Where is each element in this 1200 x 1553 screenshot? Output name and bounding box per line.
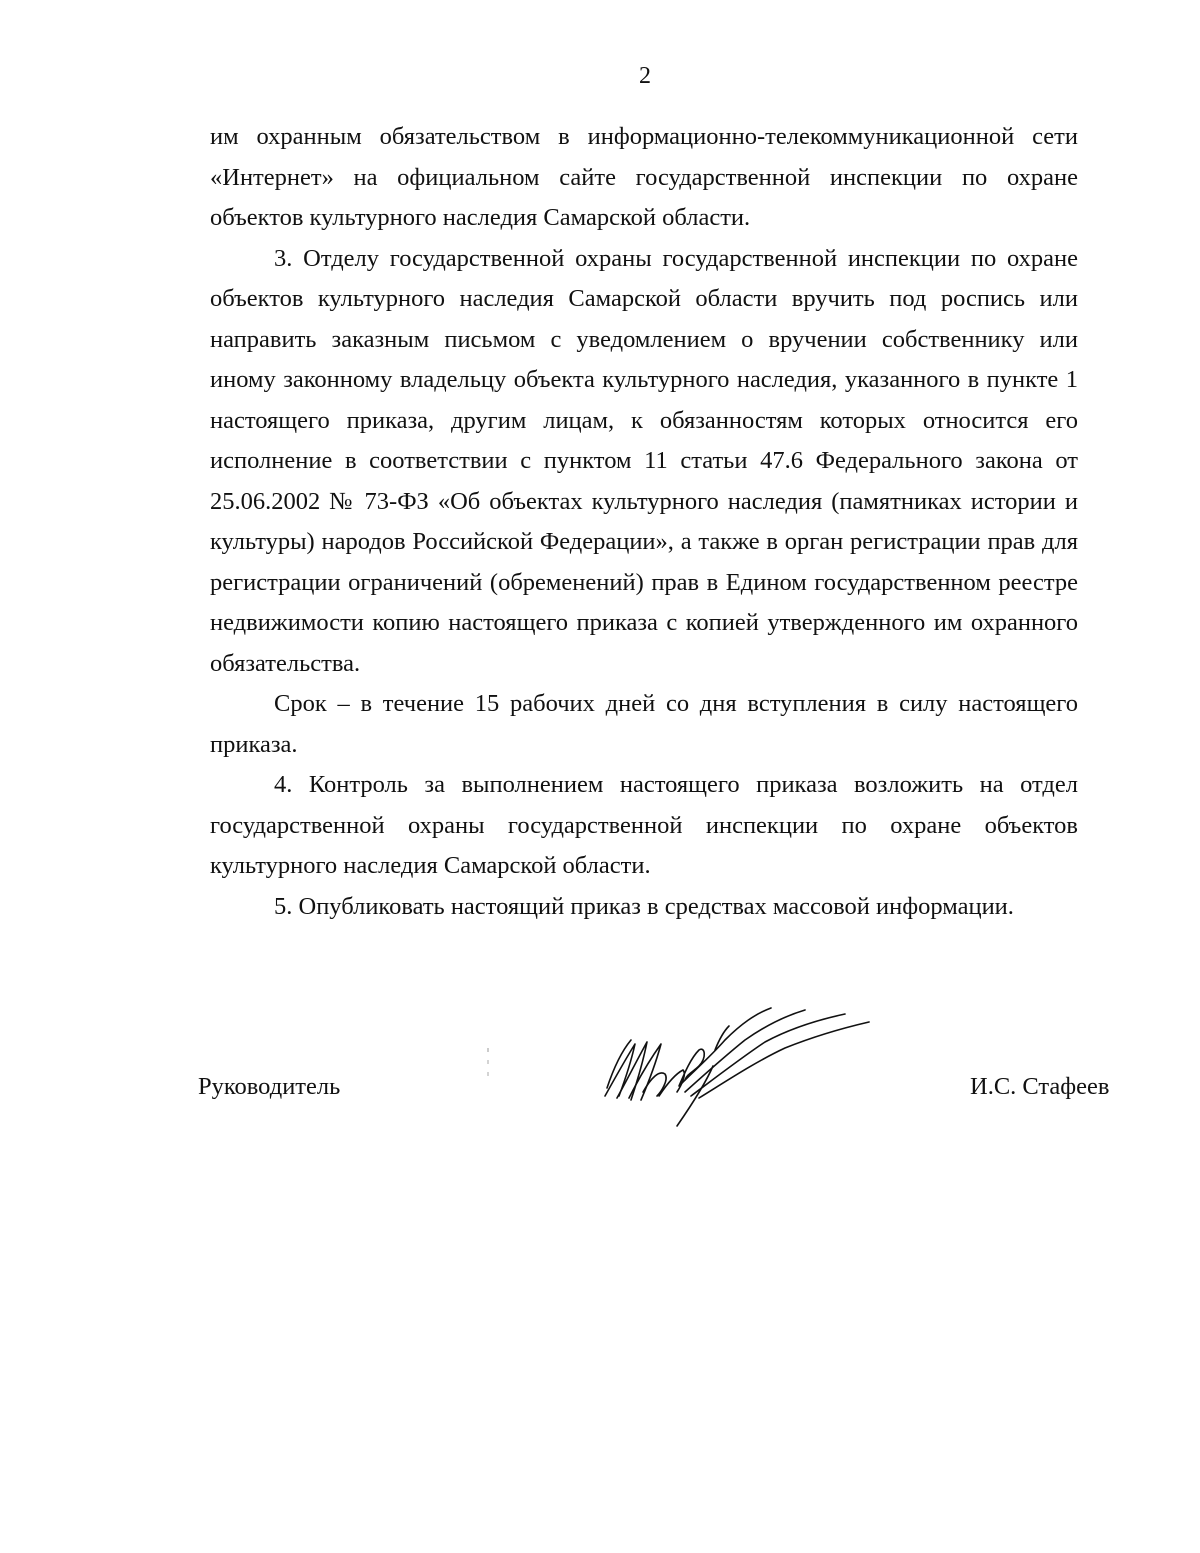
paragraph: Срок – в течение 15 рабочих дней со дня вступления в силу настоящего приказа. (210, 690, 1078, 758)
page-number: 2 (639, 63, 651, 89)
document-body (210, 117, 1078, 927)
handwritten-signature (595, 1000, 875, 1130)
paragraph: 3. Отделу государственной охраны государственной инспекции по охране объектов культурного наследия Самарской области вручить под роспись или направить заказным письмом с уведомлением о вручении собственнику или иному законному владельцу объекта культурного наследия, указанного в пункте 1 настоящего приказа, другим лицам, к обязанностям которых относится его исполнение в соответствии с пунктом 11 статьи 47.6 Федерального закона от 25.06.2002 № 73-ФЗ «Об объектах культурного наследия (памятниках истории и культуры) народов Российской Федерации», а также в орган регистрации прав для регистрации ограничений (обременений) прав в Едином государственном реестре недвижимости копию настоящего приказа с копией утвержденного им охранного обязательства. (210, 244, 1078, 677)
signatory-name: И.С. Стафеев (970, 1073, 1110, 1100)
signatory-role: Руководитель (198, 1073, 341, 1100)
paragraph: 4. Контроль за выполнением настоящего приказа возложить на отдел государственной охраны государственной инспекции по охране объектов культурного наследия Самарской области. (210, 771, 1078, 879)
paragraph: 5. Опубликовать настоящий приказ в средствах массовой информации. (274, 892, 1014, 920)
signature-block (0, 1000, 1200, 1140)
paragraph: им охранным обязательством в информационно-телекоммуникационной сети «Интернет» на официальном сайте государственной инспекции по охране объектов культурного наследия Самарской области. (210, 123, 1078, 231)
